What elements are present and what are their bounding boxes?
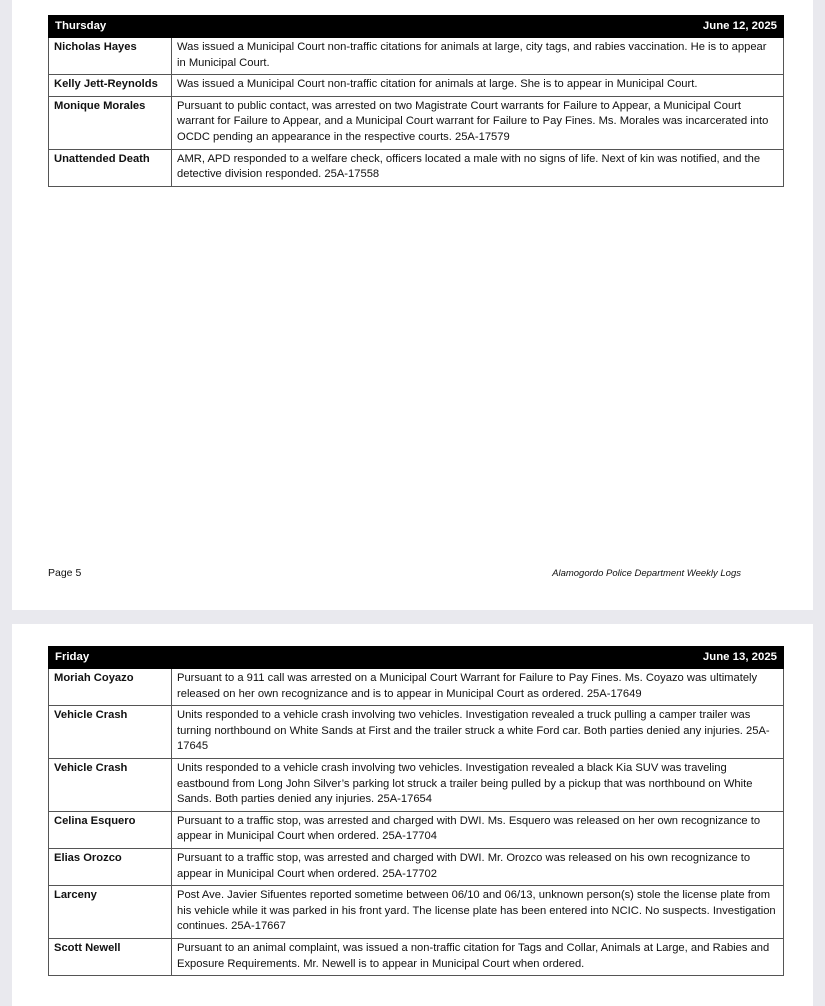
entry-name: Unattended Death xyxy=(49,149,172,186)
date-header: June 13, 2025 xyxy=(172,647,784,669)
document-title: Alamogordo Police Department Weekly Logs xyxy=(552,568,741,579)
entry-description: Pursuant to an animal complaint, was issued a non-traffic citation for Tags and Collar, Animals at Large, and Rabies and Exposure Requirements. Mr. Newell is to appear in Municipal Court when ordered. xyxy=(172,938,784,975)
thursday-log-table xyxy=(48,15,784,187)
table-row xyxy=(49,669,784,706)
table-row xyxy=(49,706,784,759)
entry-description: Pursuant to a traffic stop, was arrested and charged with DWI. Mr. Orozco was released on his own recognizance to appear in Municipal Court when ordered. 25A-17702 xyxy=(172,848,784,885)
page-number: Page 5 xyxy=(48,567,82,579)
table-row xyxy=(49,149,784,186)
table-row xyxy=(49,96,784,149)
log-page-6 xyxy=(12,624,813,1006)
date-header: June 12, 2025 xyxy=(172,16,784,38)
table-header-row xyxy=(49,16,784,38)
entry-name: Vehicle Crash xyxy=(49,706,172,759)
log-page-5 xyxy=(12,0,813,610)
entry-description: Post Ave. Javier Sifuentes reported sometime between 06/10 and 06/13, unknown person(s) stole the license plate from his vehicle while it was parked in his front yard. The license plate has been entered into NCIC. No suspects. Investigation continues. 25A-17667 xyxy=(172,886,784,939)
table-row xyxy=(49,758,784,811)
entry-description: Pursuant to a 911 call was arrested on a Municipal Court Warrant for Failure to Pay Fines. Ms. Coyazo was ultimately released on her own recognizance and is to appear in Municipal Court as ordered. 25A-17649 xyxy=(172,669,784,706)
day-header: Thursday xyxy=(49,16,172,38)
entry-name: Kelly Jett-Reynolds xyxy=(49,75,172,97)
entry-name: Scott Newell xyxy=(49,938,172,975)
friday-log-table xyxy=(48,646,784,976)
entry-description: Was issued a Municipal Court non-traffic citations for animals at large, city tags, and rabies vaccination. He is to appear in Municipal Court. xyxy=(172,38,784,75)
entry-name: Elias Orozco xyxy=(49,848,172,885)
entry-description: Units responded to a vehicle crash involving two vehicles. Investigation revealed a truck pulling a camper trailer was turning northbound on White Sands at First and the trailer struck a white Ford car. Both parties denied any injuries. 25A-17645 xyxy=(172,706,784,759)
entry-name: Monique Morales xyxy=(49,96,172,149)
table-row xyxy=(49,38,784,75)
entry-name: Celina Esquero xyxy=(49,811,172,848)
table-row xyxy=(49,886,784,939)
entry-description: Units responded to a vehicle crash involving two vehicles. Investigation revealed a black Kia SUV was traveling eastbound from Long John Silver’s parking lot struck a trailer being pulled by a pickup that was northbound on White Sands. Both parties denied any injuries. 25A-17654 xyxy=(172,758,784,811)
table-row xyxy=(49,75,784,97)
table-row xyxy=(49,938,784,975)
table-header-row xyxy=(49,647,784,669)
table-row xyxy=(49,811,784,848)
day-header: Friday xyxy=(49,647,172,669)
entry-name: Nicholas Hayes xyxy=(49,38,172,75)
table-row xyxy=(49,848,784,885)
entry-name: Vehicle Crash xyxy=(49,758,172,811)
entry-description: AMR, APD responded to a welfare check, officers located a male with no signs of life. Next of kin was notified, and the detective division responded. 25A-17558 xyxy=(172,149,784,186)
entry-name: Larceny xyxy=(49,886,172,939)
entry-description: Pursuant to public contact, was arrested on two Magistrate Court warrants for Failure to Appear, a Municipal Court warrant for Failure to Appear, and a Municipal Court warrant for Failure to Pay Fines. Ms. Morales was incarcerated into OCDC pending an appearance in the respective courts. 25A-17579 xyxy=(172,96,784,149)
entry-description: Was issued a Municipal Court non-traffic citation for animals at large. She is to appear in Municipal Court. xyxy=(172,75,784,97)
entry-name: Moriah Coyazo xyxy=(49,669,172,706)
entry-description: Pursuant to a traffic stop, was arrested and charged with DWI. Ms. Esquero was released on her own recognizance to appear in Municipal Court when ordered. 25A-17704 xyxy=(172,811,784,848)
